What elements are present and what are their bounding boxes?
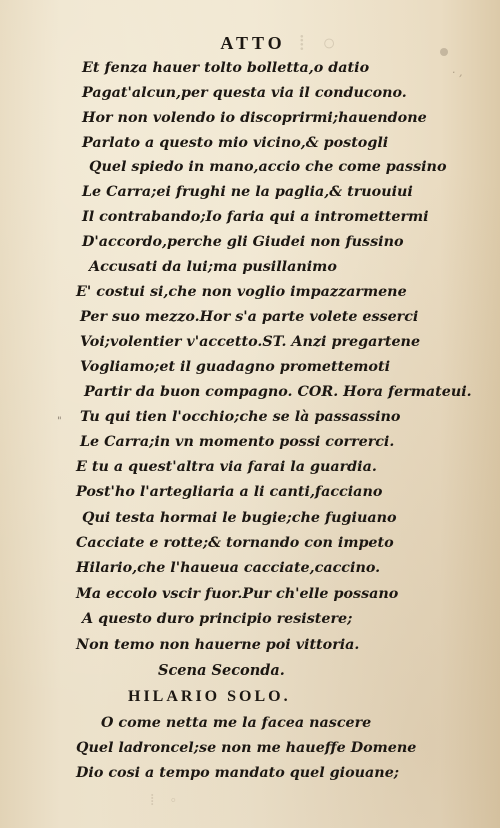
verse-line: E' costui si,che non voglio impazzarmene bbox=[76, 284, 407, 300]
verse-line: Il contrabando;Io faria qui a intromettermi bbox=[82, 209, 429, 225]
verse-line: Vogliamo;et il guadagno promettemoti bbox=[80, 359, 391, 375]
verse-line: Cacciate e rotte;& tornando con impeto bbox=[76, 535, 394, 551]
speaker-heading: HILARIO SOLO. bbox=[128, 688, 291, 705]
verse-line: Per suo mezzo.Hor s'a parte volete esserci bbox=[80, 309, 419, 325]
verse-line: Dio cosi a tempo mandato quel giouane; bbox=[76, 765, 400, 781]
show-through-ink-top: ○ ⁞ ○ bbox=[268, 30, 342, 55]
verse-line: Non temo non hauerne poi vittoria. bbox=[76, 637, 360, 653]
verse-line: Et fenza hauer tolto bolletta,o datio bbox=[82, 60, 370, 76]
verse-line: Le Carra;ei frughi ne la paglia,& truouiui bbox=[82, 184, 413, 200]
verse-line: Pagat'alcun,per questa via il conducono. bbox=[82, 85, 407, 101]
verse-line: Ma eccolo vscir fuor.Pur ch'elle possano bbox=[76, 586, 399, 602]
verse-line: Partir da buon compagno. COR. Hora fermateui. bbox=[84, 384, 472, 400]
verse-line: A questo duro principio resistere; bbox=[82, 611, 353, 627]
verse-line: Hor non volendo io discoprirmi;hauendone bbox=[82, 110, 427, 126]
marginal-tick-mark: " bbox=[57, 416, 62, 427]
verse-line: Quel ladroncel;se non me haueffe Domene bbox=[76, 740, 417, 756]
verse-line: D'accordo,perche gli Giudei non fussino bbox=[82, 234, 404, 250]
margin-smudge-mark: · , bbox=[452, 66, 463, 79]
verse-line: Tu qui tien l'occhio;che se là passassino bbox=[80, 409, 401, 425]
verse-line: Parlato a questo mio vicino,& postogli bbox=[82, 135, 389, 151]
verse-line: Post'ho l'artegliaria a li canti,facciano bbox=[76, 484, 383, 500]
verse-line: Qui testa hormai le bugie;che fugiuano bbox=[82, 510, 397, 526]
scene-heading: Scena Seconda. bbox=[158, 662, 285, 679]
verse-line: Voi;volentier v'accetto.ST. Anzi pregartene bbox=[80, 334, 421, 350]
show-through-ink-bottom: ⁞ ◦ bbox=[150, 792, 183, 809]
verse-line: E tu a quest'altra via farai la guardia. bbox=[76, 459, 377, 475]
verse-line: Le Carra;in vn momento possi correrci. bbox=[80, 434, 395, 450]
verse-line: O come netta me la facea nascere bbox=[101, 715, 372, 731]
verse-line: Hilario,che l'haueua cacciate,caccino. bbox=[76, 560, 381, 576]
verse-line: Quel spiedo in mano,accio che come passino bbox=[89, 159, 447, 175]
verse-line: Accusati da lui;ma pusillanimo bbox=[89, 259, 337, 275]
running-header: ATTO bbox=[220, 33, 286, 53]
